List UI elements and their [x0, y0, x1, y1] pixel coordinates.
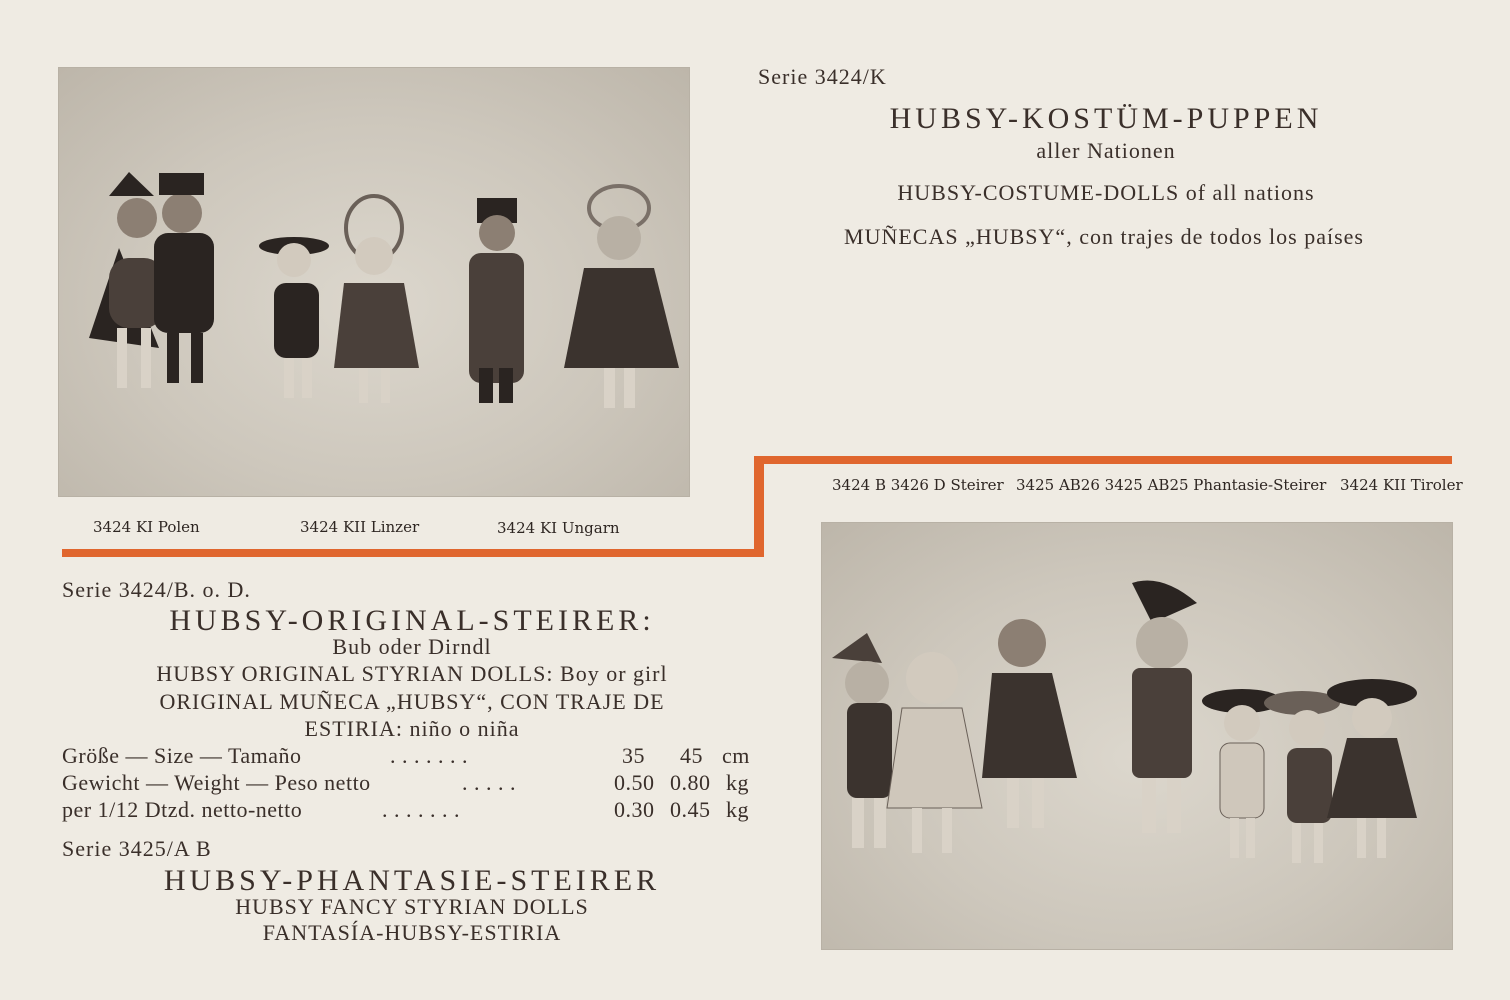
- photo1-caption-polen: 3424 KI Polen: [93, 518, 200, 536]
- spec-value-large: 0.80: [670, 770, 711, 795]
- title-original-steirer: HUBSY-ORIGINAL-STEIRER:: [169, 604, 655, 637]
- photo2-caption-tiroler: 3424 KII Tiroler: [1340, 476, 1463, 494]
- spec-value-small: 0.50: [614, 770, 655, 795]
- photo2-caption-phantasie: 3425 AB26 3425 AB25 Phantasie-Steirer: [1016, 476, 1327, 494]
- spec-unit: kg: [726, 797, 749, 822]
- photo1-caption-linzer: 3424 KII Linzer: [300, 518, 420, 536]
- serie-3425-ab: Serie 3425/A B: [62, 836, 212, 861]
- spanish-estiria: ESTIRIA: niño o niña: [304, 716, 520, 741]
- spec-leader: . . . . .: [462, 770, 516, 795]
- spec-unit: cm: [722, 743, 750, 768]
- spec-unit: kg: [726, 770, 749, 795]
- serie-3424-k: Serie 3424/K: [758, 64, 887, 89]
- spanish-fantasia: FANTASÍA-HUBSY-ESTIRIA: [262, 920, 562, 945]
- spec-label: per 1/12 Dtzd. netto-netto: [62, 797, 303, 822]
- spec-row-dozen: [62, 797, 756, 823]
- spec-leader: . . . . . . .: [382, 797, 460, 822]
- divider-top-right: [754, 456, 1452, 464]
- divider-vertical-step: [754, 456, 764, 557]
- spec-label: Größe — Size — Tamaño: [62, 743, 302, 768]
- doll-photo-costume-dolls: [58, 67, 690, 497]
- spec-value-large: 0.45: [670, 797, 711, 822]
- spec-row-weight: [62, 770, 756, 796]
- doll-photo-styrian-dolls: [821, 522, 1453, 950]
- english-costume-dolls: HUBSY-COSTUME-DOLLS of all nations: [897, 180, 1315, 205]
- subtitle-bub-oder-dirndl: Bub oder Dirndl: [332, 634, 492, 659]
- english-fancy-styrian: HUBSY FANCY STYRIAN DOLLS: [235, 894, 589, 919]
- spec-value-small: 35: [622, 743, 645, 768]
- spec-leader: . . . . . . .: [390, 743, 468, 768]
- spanish-munecas: MUÑECAS „HUBSY“, con trajes de todos los países: [844, 224, 1364, 249]
- spanish-original-muneca: ORIGINAL MUÑECA „HUBSY“, CON TRAJE DE: [159, 689, 665, 714]
- serie-3424-bod: Serie 3424/B. o. D.: [62, 577, 251, 602]
- spec-label: Gewicht — Weight — Peso netto: [62, 770, 371, 795]
- photo1-caption-ungarn: 3424 KI Ungarn: [497, 519, 620, 537]
- divider-bottom-left: [62, 549, 764, 557]
- photo2-caption-steirer: 3424 B 3426 D Steirer: [832, 476, 1004, 494]
- spec-value-large: 45: [680, 743, 703, 768]
- spec-row-size: [62, 743, 756, 769]
- title-kostuem-puppen: HUBSY-KOSTÜM-PUPPEN: [889, 102, 1323, 135]
- subtitle-aller-nationen: aller Nationen: [1036, 138, 1176, 163]
- spec-value-small: 0.30: [614, 797, 655, 822]
- title-phantasie-steirer: HUBSY-PHANTASIE-STEIRER: [163, 864, 661, 897]
- english-styrian-dolls: HUBSY ORIGINAL STYRIAN DOLLS: Boy or girl: [156, 661, 668, 686]
